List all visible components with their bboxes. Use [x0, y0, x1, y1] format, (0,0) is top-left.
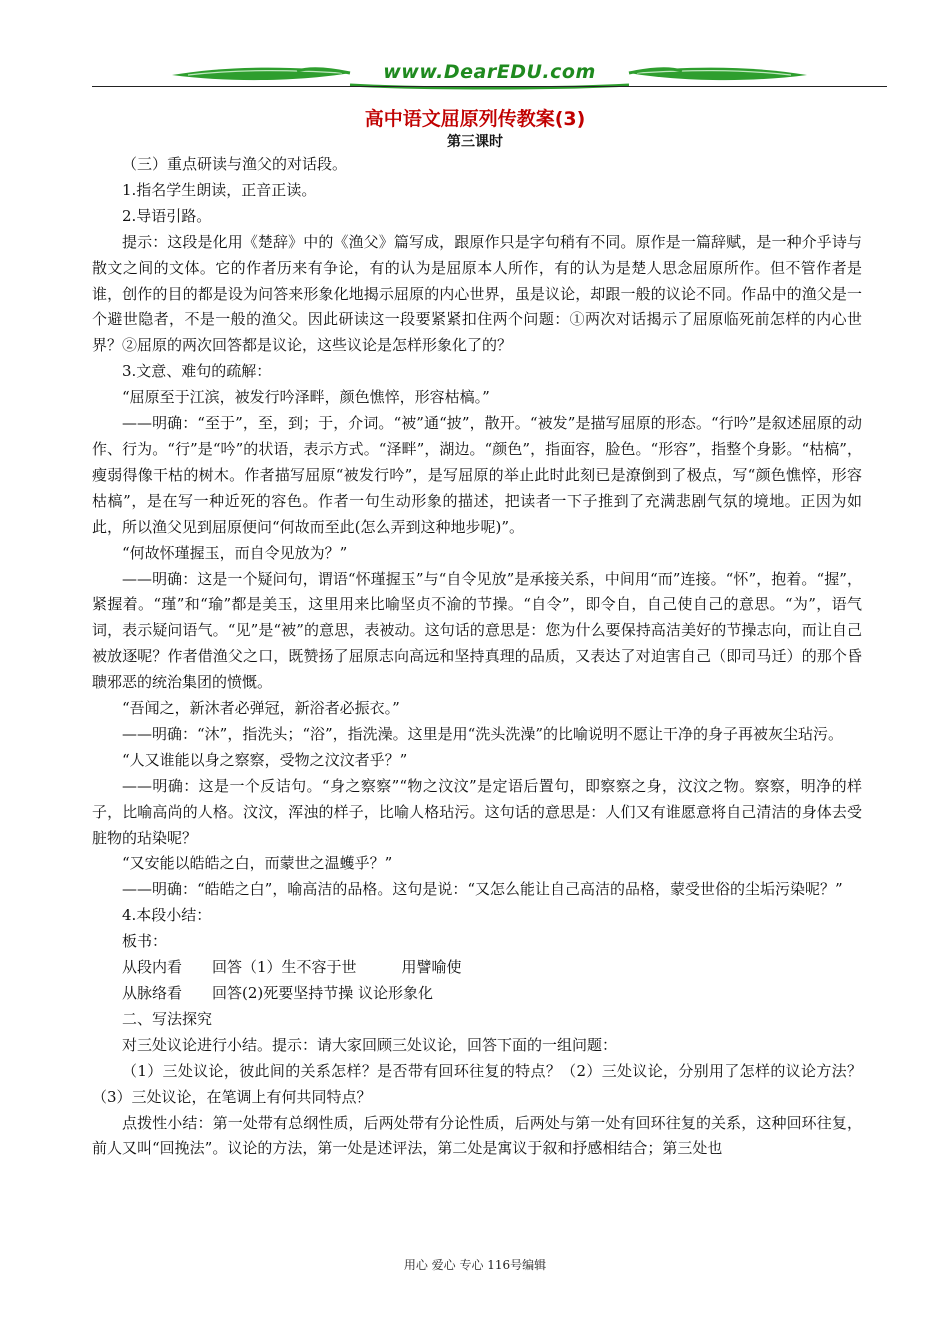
paragraph: 对三处议论进行小结。提示：请大家回顾三处议论，回答下面的一组问题：	[122, 1035, 618, 1054]
paragraph: 从段内看 回答（1）生不容于世 用譬喻使	[122, 958, 462, 977]
paragraph: 4.本段小结：	[122, 906, 212, 925]
paragraph: “人又谁能以身之察察，受物之汶汶者乎？”	[122, 750, 408, 769]
site-name: www.DearEDU.com	[383, 61, 596, 83]
paragraph: 点拨性小结：第一处带有总纲性质，后两处带有分论性质，后两处与第一处有回环往复的关系，这种回环往复，前人又叫“回挽法”。议论的方法，第一处是述评法，第二处是寓议于叙和抒感相结合；第三处也	[92, 1113, 862, 1158]
paragraph: ——明确：“沐”，指洗头；“浴”，指洗澡。这里是用“洗头洗澡”的比喻说明不愿让干净的身子再被灰尘玷污。	[122, 724, 844, 743]
paragraph: ——明确：这是一个反诘句。“身之察察”“物之汶汶”是定语后置句，即察察之身，汶汶之物。察察，明净的样子，比喻高尚的人格。汶汶，浑浊的样子，比喻人格玷污。这句话的意思是：人们又有谁愿意将自己清洁的身体去受脏物的玷染呢？	[92, 776, 862, 847]
document-title: 高中语文屈原列传教案(3)	[364, 108, 586, 130]
document-body	[92, 152, 862, 1162]
paragraph: （三）重点研读与渔父的对话段。	[122, 155, 348, 173]
page-footer: 用心 爱心 专心 116号编辑	[403, 1258, 547, 1272]
paragraph: 提示：这段是化用《楚辞》中的《渔父》篇写成，跟原作只是字句稍有不同。原作是一篇辞赋，是一种介乎诗与散文之间的文体。它的作者历来有争论，有的认为是屈原本人所作，有的认为是楚人思念屈原所作。但不管作者是谁，创作的目的都是设为问答来形象化地揭示屈原的内心世界，虽是议论，却跟一般的议论不同。作品中的渔父是一个避世隐者，不是一般的渔父。因此研读这一段要紧紧扣住两个问题：①两次对话揭示了屈原临死前怎样的内心世界？②屈原的两次回答都是议论，这些议论是怎样形象化了的？	[92, 232, 862, 355]
document-subtitle: 第三课时	[447, 134, 503, 150]
paragraph: 二、写法探究	[122, 1009, 213, 1028]
paragraph: 从脉络看 回答(2)死要坚持节操 议论形象化	[122, 984, 434, 1002]
paragraph: “何故怀瑾握玉，而自令见放为？”	[122, 543, 348, 562]
paragraph: 3.文意、难句的疏解：	[122, 362, 272, 381]
site-header	[92, 55, 887, 95]
paragraph: ——明确：这是一个疑问句，谓语“怀瑾握玉”与“自令见放”是承接关系，中间用“而”连接。“怀”，抱着。“握”，紧握着。“瑾”和“瑜”都是美玉，这里用来比喻坚贞不渝的节操。“自令”，即令自，自己使自己的意思。“为”，语气词，表示疑问语气。“见”是“被”的意思，表被动。这句话的意思是：您为什么要保持高洁美好的节操志向，而让自己被放逐呢？作者借渔父之口，既赞扬了屈原志向高远和坚持真理的品质，又表达了对迫害自己（即司马迁）的那个昏聩邪恶的统治集团的愤慨。	[92, 569, 862, 692]
paragraph: “屈原至于江滨，被发行吟泽畔，颜色憔悴，形容枯槁。”	[122, 388, 490, 407]
header-rule	[92, 86, 887, 87]
paragraph: “吾闻之，新沐者必弹冠，新浴者必振衣。”	[122, 699, 400, 718]
paragraph: ——明确：“至于”，至，到；于，介词。“被”通“披”，散开。“被发”是描写屈原的形态。“行吟”是叙述屈原的动作、行为。“行”是“吟”的状语，表示方式。“泽畔”，湖边。“颜色”，指面容，脸色。“形容”，指整个身影。“枯槁”，瘦弱得像干枯的树木。作者描写屈原“被发行吟”，是写屈原的举止此时此刻已是潦倒到了极点，写“颜色憔悴，形容枯槁”，是在写一种近死的容色。作者一句生动形象的描述，把读者一下子推到了充满悲剧气氛的境地。正因为如此，所以渔父见到屈原便问“何故而至此(怎么弄到这种地步呢)”。	[92, 414, 862, 536]
paragraph: 2.导语引路。	[122, 206, 212, 225]
paragraph: ——明确：“皓皓之白”，喻高洁的品格。这句是说：“又怎么能让自己高洁的品格，蒙受世俗的尘垢污染呢？”	[122, 880, 843, 899]
paragraph: 1.指名学生朗读，正音正读。	[122, 180, 317, 199]
paragraph: （1）三处议论，彼此间的关系怎样？是否带有回环往复的特点？（2）三处议论，分别用了怎样的议论方法？（3）三处议论，在笔调上有何共同特点？	[92, 1061, 862, 1106]
paragraph: “又安能以皓皓之白，而蒙世之温蠖乎？”	[122, 854, 393, 873]
paragraph: 板书：	[122, 932, 168, 951]
